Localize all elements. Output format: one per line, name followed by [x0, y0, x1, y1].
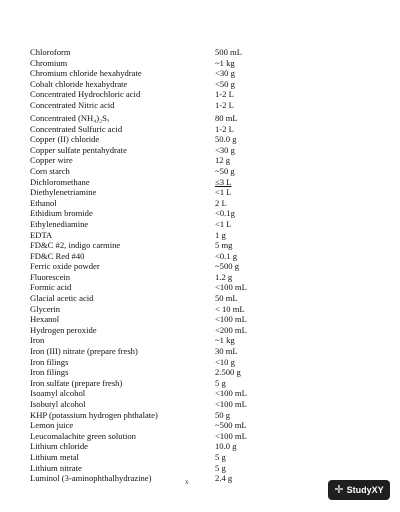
list-item	[30, 111, 290, 124]
chemical-quantity: ~500 g	[215, 261, 239, 272]
chemical-quantity: 5 g	[215, 451, 226, 462]
chemical-name: Chromium	[30, 57, 68, 68]
list-item	[30, 166, 290, 177]
chemical-name: Ethylenediamine	[30, 218, 89, 229]
list-item	[30, 431, 290, 442]
chemical-quantity: 2.4 g	[215, 473, 233, 484]
list-item	[30, 79, 290, 90]
chemical-quantity: 10.0 g	[215, 441, 237, 452]
chemical-quantity: < 10 mL	[215, 303, 245, 314]
chemical-quantity: <30 g	[215, 68, 235, 79]
list-item	[30, 155, 290, 166]
chemical-quantity: 50 g	[215, 409, 231, 420]
chemical-name: Diethylenetriamine	[30, 187, 97, 198]
chemical-name: Fluorescein	[30, 271, 71, 282]
chemical-quantity: <1 L	[215, 187, 232, 198]
chemical-quantity: <50 g	[215, 78, 235, 89]
chemical-name: Chromium chloride hexahydrate	[30, 68, 142, 79]
chemical-quantity: 1.2 g	[215, 271, 233, 282]
chemical-quantity: <100 mL	[215, 399, 247, 409]
chemical-quantity: 2 L	[215, 197, 227, 208]
list-item	[30, 293, 290, 304]
chemical-quantity: 12 g	[215, 155, 231, 166]
list-item	[30, 282, 290, 293]
list-item	[30, 68, 290, 79]
chemical-name: Copper sulfate pentahydrate	[30, 144, 127, 155]
chemical-quantity: ~500 mL	[215, 420, 247, 431]
chemical-name: Luminol (3-aminophthalhydrazine)	[30, 473, 152, 484]
list-item	[30, 463, 290, 474]
chemical-name: Chloroform	[30, 47, 71, 57]
chemical-quantity: 5 mg	[215, 240, 233, 251]
chemical-quantity: 1-2 L	[215, 123, 234, 134]
chemical-quantity: 2.500 g	[215, 367, 241, 378]
list-item	[30, 240, 290, 251]
list-item	[30, 89, 290, 100]
chemical-quantity: <0.1g	[215, 208, 235, 219]
chemical-name: KHP (potassium hydrogen phthalate)	[30, 409, 158, 420]
chemical-name: Iron (III) nitrate (prepare fresh)	[30, 346, 138, 357]
plus-icon: ✛	[334, 483, 344, 496]
chemical-name: Lithium chloride	[30, 441, 88, 452]
chemical-name: Cobalt chloride hexahydrate	[30, 78, 128, 89]
chemical-quantity: ~1 kg	[215, 57, 235, 68]
list-item	[30, 335, 290, 346]
chemical-name: Glycerin	[30, 303, 61, 314]
chemical-name: Formic acid	[30, 282, 72, 293]
chemical-quantity: <1 L	[215, 218, 232, 229]
list-item	[30, 100, 290, 111]
chemical-quantity: <200 mL	[215, 324, 247, 335]
chemical-name: Isoamyl alcohol	[30, 388, 86, 399]
chemical-quantity: ~50 g	[215, 165, 235, 176]
chemical-name: Iron filings	[30, 356, 69, 367]
list-item	[30, 314, 290, 325]
chemical-quantity: <30 g	[215, 144, 235, 155]
chemical-name: Dichloromethane	[30, 176, 90, 187]
list-item	[30, 198, 290, 209]
chemical-name: Leucomalachite green solution	[30, 430, 136, 441]
list-item	[30, 452, 290, 463]
list-item	[30, 441, 290, 452]
chemical-name: Copper wire	[30, 155, 73, 166]
chemical-quantity: 30 mL	[215, 346, 238, 357]
chemical-name: Concentrated Nitric acid	[30, 99, 115, 110]
chemical-quantity: 1 g	[215, 229, 226, 240]
chemical-quantity: 1-2 L	[215, 99, 234, 110]
chemical-quantity: <100 mL	[215, 388, 247, 399]
chemical-name: Glacial acetic acid	[30, 293, 94, 304]
chemical-name: Lithium nitrate	[30, 462, 82, 473]
list-item	[30, 124, 290, 135]
chemical-quantity: 1-2 L	[215, 89, 234, 100]
chemical-quantity: <100 mL	[215, 282, 247, 293]
list-item	[30, 388, 290, 399]
chemical-name: Corn starch	[30, 165, 70, 176]
list-item	[30, 357, 290, 368]
chemical-quantity: <100 mL	[215, 314, 247, 325]
chemical-name: Hexanol	[30, 314, 60, 325]
list-item	[30, 420, 290, 431]
list-item	[30, 346, 290, 357]
chemical-quantity: ~1 kg	[215, 335, 235, 346]
chemical-name: Iron filings	[30, 367, 69, 378]
chemical-name: Ethidium bromide	[30, 208, 93, 219]
list-item	[30, 187, 290, 198]
chemical-name: Lithium metal	[30, 451, 79, 462]
chemical-name: Isobutyl alcohol	[30, 399, 86, 409]
list-item	[30, 261, 290, 272]
list-item	[30, 219, 290, 230]
chemical-name: Concentrated Hydrochloric acid	[30, 89, 141, 100]
chemical-name: Iron	[30, 335, 45, 346]
list-item	[30, 410, 290, 421]
chemical-name: Hydrogen peroxide	[30, 324, 97, 335]
chemical-quantity: <10 g	[215, 356, 235, 367]
chemical-name: Ethanol	[30, 197, 57, 208]
list-item	[30, 399, 290, 410]
chemical-name: Ferric oxide powder	[30, 261, 100, 272]
list-item	[30, 272, 290, 283]
chemical-name: FD&C #2, indigo carmine	[30, 240, 121, 251]
chemical-list	[30, 47, 290, 484]
list-item	[30, 325, 290, 336]
list-item	[30, 378, 290, 389]
chemical-quantity: <0.1 g	[215, 250, 238, 261]
list-item	[30, 145, 290, 156]
chemical-name: Copper (II) chloride	[30, 134, 100, 145]
list-item	[30, 304, 290, 315]
chemical-quantity: 5 g	[215, 377, 226, 388]
list-item	[30, 473, 290, 484]
studyxy-label: StudyXY	[346, 485, 384, 495]
list-item	[30, 208, 290, 219]
chemical-quantity: 5 g	[215, 462, 226, 473]
list-item	[30, 47, 290, 58]
list-item	[30, 58, 290, 69]
list-item	[30, 251, 290, 262]
chemical-quantity: ≤3 L	[215, 176, 232, 187]
chemical-quantity: 80 mL	[215, 112, 238, 123]
page-number: x	[185, 478, 189, 486]
list-item	[30, 230, 290, 241]
list-item	[30, 367, 290, 378]
chemical-quantity: 50.0 g	[215, 134, 237, 145]
chemical-name: Concentrated Sulfuric acid	[30, 123, 123, 134]
list-item	[30, 134, 290, 145]
chemical-quantity: <100 mL	[215, 430, 247, 441]
chemical-name: Lemon juice	[30, 420, 74, 431]
chemical-quantity: 500 mL	[215, 47, 242, 57]
list-item	[30, 177, 290, 188]
chemical-name: Concentrated (NH₄)₂Sₓ	[30, 112, 110, 123]
chemical-name: FD&C Red #40	[30, 250, 85, 261]
chemical-name: EDTA	[30, 229, 53, 240]
chemical-quantity: 50 mL	[215, 293, 238, 304]
chemical-name: Iron sulfate (prepare fresh)	[30, 377, 123, 388]
studyxy-badge[interactable]	[328, 480, 390, 500]
